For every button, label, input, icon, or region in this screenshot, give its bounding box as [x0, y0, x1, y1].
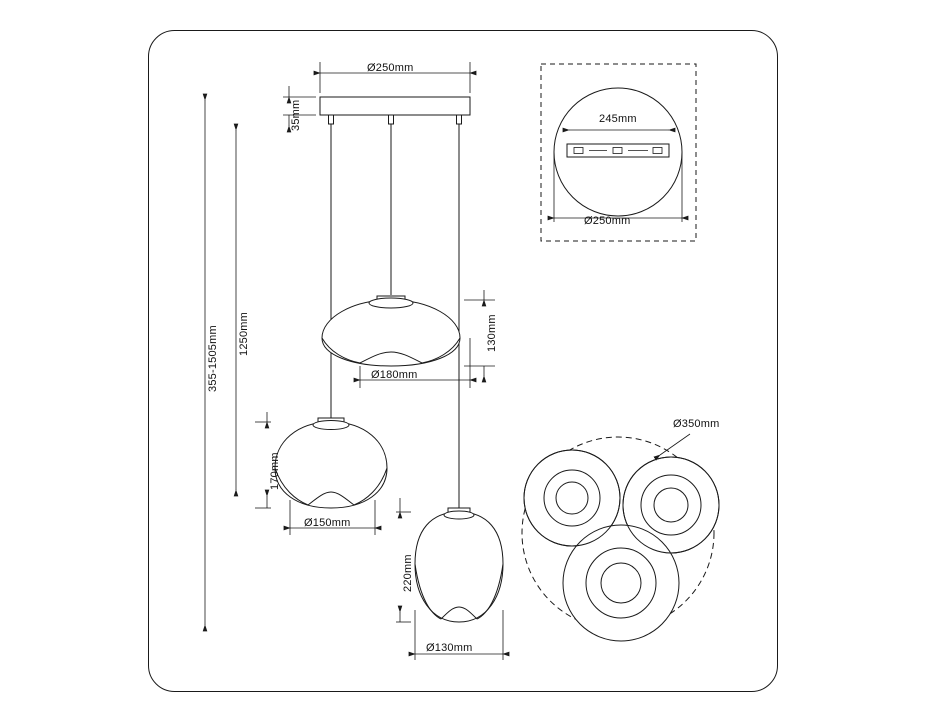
shade-small — [415, 508, 503, 622]
label-shade-large-height: 130mm — [486, 314, 498, 352]
label-top-view-diameter: Ø350mm — [673, 418, 720, 430]
label-adjustable-range: 355-1505mm — [207, 325, 219, 392]
label-shade-small-width: Ø130mm — [426, 642, 473, 654]
label-mount-plate-length: 245mm — [599, 113, 637, 125]
label-total-drop: 1250mm — [238, 312, 250, 356]
canopy-plate — [320, 97, 470, 115]
label-shade-small-height: 220mm — [402, 554, 414, 592]
label-shade-medium-height: 170mm — [269, 452, 281, 490]
label-shade-medium-width: Ø150mm — [304, 517, 351, 529]
label-canopy-height: 35mm — [290, 99, 302, 131]
label-canopy-diameter: Ø250mm — [367, 62, 414, 74]
label-mount-plate-diameter: Ø250mm — [584, 215, 631, 227]
label-shade-large-width: Ø180mm — [371, 369, 418, 381]
